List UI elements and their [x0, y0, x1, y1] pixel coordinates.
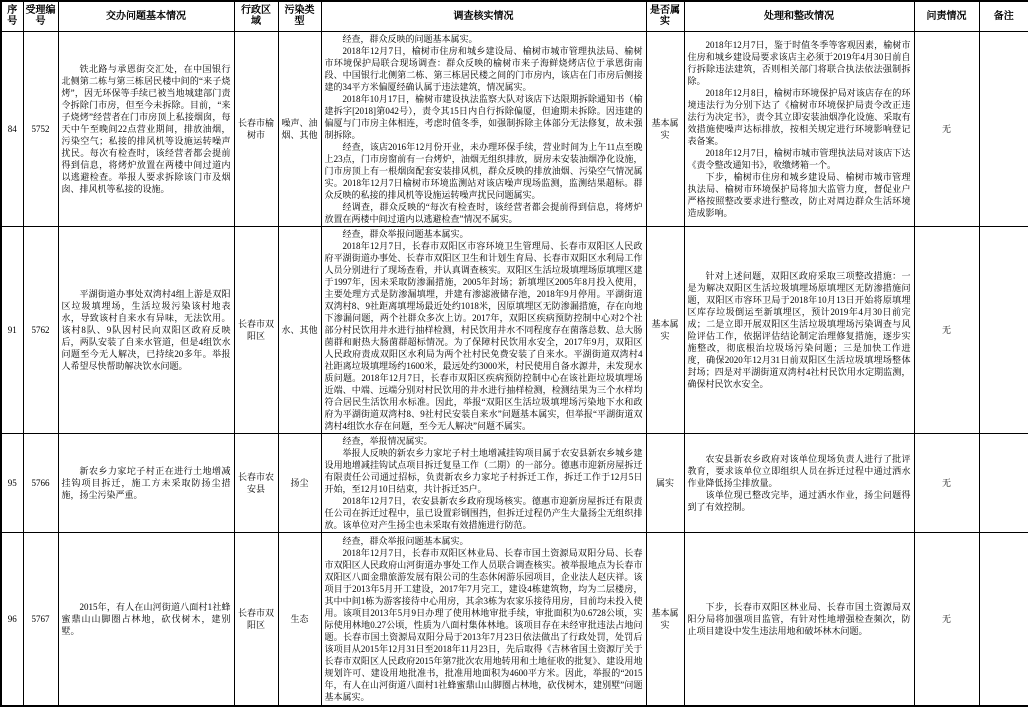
cell-pollution-type: 噪声、油烟、其他	[278, 31, 321, 226]
col-header-remark: 备注	[979, 1, 1028, 31]
cell-investigation: 经查，群众举报问题基本属实。 2018年12月7日，长春市双阳区市容环境卫生管理局、长春市双阳区人民政府平湖街道办事处、长春市双阳区卫生和计划生育局、长春市双阳区水利局工作人员分别进行了现场查看，并认真调查核实。双阳区生活垃圾填埋场原填埋区建于1997年，因未采取防渗漏措施，2005年封场；新填埋区2005年8月投入使用，主要处理方式是防渗漏填埋，并建有渗滤液储存池，2018年9月停用。平湖街道双湾村8、9社距离填埋场最近处约1018米，因原填埋区无防渗漏措施，存在向地下渗漏问题，两个社群众多次上访。2017年，双阳区疾病预防控制中心对2个社部分村民饮用井水进行抽样检测，村民饮用井水不同程度存在菌落总数、总大肠菌群和耐热大肠菌群超标情况。为了保障村民饮用水安全，2017年9月，双阳区人民政府责成双阳区水利局为两个社村民免费安装了自来水。平湖街道双湾村4社距离垃圾填埋场约1600米，最远处约3000米，村民使用自备水源井，未发现水质问题。2018年12月7日，长春市双阳区疾病预防控制中心在该社距垃圾填埋场近端、中端、远端分别对村民饮用的井水进行抽样检测，检测结果为三个水样均符合居民生活饮用水标准。因此，举报“双阳区生活垃圾填埋场污染地下水和政府为平湖街道双湾村8、9社村民安装自来水”问题基本属实，但举报“平湖街道双湾村4组饮水存在问题，至今无人解决”问题不属实。	[321, 226, 646, 433]
cell-verified: 基本属实	[646, 532, 684, 706]
cell-investigation: 经查，举报情况属实。 举报人反映的新农乡力家坨子村土地增减挂钩项目属于农安县新农乡城乡建设用地增减挂钩试点项目拆迁复垦工作（二期）的一部分。德惠市迎新房屋拆迁有限责任公司通过招标，负责新农乡力家坨子村拆迁工作，拆迁工作于12月5日开始，至12月10日结束，共计拆迁35户。 2018年12月7日，农安县新农乡政府现场核实。德惠市迎新房屋拆迁有限责任公司在拆迁过程中，虽已设置彩钢围挡，但拆迁过程仍产生大量扬尘无组织排放。该单位对产生扬尘也未采取有效措施进行防范。	[321, 433, 646, 532]
table-row	[1, 433, 1028, 532]
col-header-case-no: 受理编号	[23, 1, 58, 31]
cell-handling: 下步，长春市双阳区林业局、长春市国土资源局双阳分局将加强项目监管，有针对性地增强检查频次，防止项目建设中发生违法用地和破坏林木问题。	[684, 532, 914, 706]
cell-case-no: 5767	[23, 532, 58, 706]
cell-remark	[979, 31, 1028, 226]
col-header-investigation: 调查核实情况	[321, 1, 646, 31]
cell-problem: 新农乡力家坨子村正在进行土地增减挂钩项目拆迁，施工方未采取防扬尘措施，扬尘污染严重。	[58, 433, 234, 532]
cell-pollution-type: 扬尘	[278, 433, 321, 532]
col-header-pollution-type: 污染类型	[278, 1, 321, 31]
cell-verified: 基本属实	[646, 31, 684, 226]
table-row	[1, 31, 1028, 226]
cell-handling: 农安县新农乡政府对该单位现场负责人进行了批评教育，要求该单位立即组织人员在拆迁过程中通过洒水作业降低扬尘排放量。 该单位现已整改完毕，通过洒水作业，扬尘问题得到了有效控制。	[684, 433, 914, 532]
col-header-accountability: 问责情况	[914, 1, 979, 31]
cell-remark	[979, 433, 1028, 532]
cell-case-no: 5766	[23, 433, 58, 532]
cell-seq: 91	[1, 226, 23, 433]
col-header-verified: 是否属实	[646, 1, 684, 31]
cell-verified: 属实	[646, 433, 684, 532]
cell-problem: 平湖街道办事处双湾村4组上游是双阳区垃圾填埋场，生活垃圾污染该村地表水，导致该村自来水有异味，无法饮用。该村8队、9队因村民向双阳区政府反映后，两队安装了自来水管道，但是4组饮水问题至今无人解决，已持续20多年。举报人希望尽快帮助解决饮水问题。	[58, 226, 234, 433]
cell-case-no: 5762	[23, 226, 58, 433]
cell-accountability: 无	[914, 31, 979, 226]
cell-problem: 2015年，有人在山河街道八面村1社蜂蜜鼎山山脚圈占林地，砍伐树木，建别墅。	[58, 532, 234, 706]
cell-problem: 铁北路与承恩街交汇处，在中国银行北侧第二栋与第三栋居民楼中间的“来子烧烤”，因无环保等手续已被当地城建部门责令拆除门市房，但至今未拆除。目前，“来子烧烤”经营者在门市房顶上私接烟囱，每天中午至晚间22点营业期间，排放油烟，污染空气；私接的排风机等设施运转噪声扰民。每次有检查时，该经营者都会提前得到信息，将烤炉放置在两楼中间过道内以逃避检查。举报人要求拆除该门市及烟囱、排风机等私接的设施。	[58, 31, 234, 226]
cell-pollution-type: 生态	[278, 532, 321, 706]
col-header-seq: 序号	[1, 1, 23, 31]
cell-investigation: 经查，群众举报问题基本属实。 2018年12月7日，长春市双阳区林业局、长春市国土资源局双阳分局、长春市双阳区人民政府山河街道办事处工作人员联合调查核实。被举报地点为长春市双阳区八面金鼎旅游发展有限公司的生态休闲游乐园项目，企业法人赵庆祥。该项目于2013年5月开工建设，2017年7月完工，建设4栋建筑物，均为二层楼房，其中中间1栋为游客接待中心用房，其余3栋为农家乐接待用房，目前均未投入使用。该项目2013年5月9日办理了使用林地审批手续，审批面积为0.6728公顷，实际使用林地0.27公顷，性质为八面村集体林地。该项目存在未经审批违法占地问题。长春市国土资源局双阳分局于2013年7月23日依法做出了行政处罚，处罚后该项目从2015年12月31日至2018年11月23日，先后取得《吉林省国土资源厅关于长春市双阳区人民政府2015年第7批次农用地转用和土地征收的批复》、建设用地规划许可、建设用地批准书，批准用地面积为4600平方米。因此，举报的“2015年，有人在山河街道八面村1社蜂蜜鼎山山脚圈占林地，砍伐树木，建别墅”问题基本属实。	[321, 532, 646, 706]
cell-investigation: 经查，群众反映的问题基本属实。 2018年12月7日，榆树市住房和城乡建设局、榆树市城市管理执法局、榆树市环境保护局联合现场调查：群众反映的榆树市来子海鲜烧烤店位于承恩街南段、中国银行北侧第二栋、第三栋居民楼之间的门市房内，该店在门市房后侧接建的34平方米偏厦经确认属于违法建筑，情况属实。 2018年10月17日，榆树市建设执法监察大队对该店下达限期拆除通知书（榆建拆字[2018]第042号），责令其15日内自行拆除偏厦，但逾期未拆除。因违建的偏厦与门市房主体相连，考虑时值冬季，如强制拆除主体部分无法修复，故未强制拆除。 经查，该店2016年12月份开业，未办理环保手续，营业时间为上午11点至晚上23点，门市房窗前有一台烤炉，油烟无组织排放，厨房未安装油烟净化设施，门市房顶上有一根烟囱配套安装排风机，群众反映的排放油烟、污染空气情况属实。2018年12月7日榆树市环境监测站对该店噪声现场监测，监测结果超标。群众反映的私接的排风机等设施运转噪声扰民问题属实。 经调查，群众反映的“每次有检查时，该经营者都会提前得到信息，将烤炉放置在两楼中间过道内以逃避检查”情况不属实。	[321, 31, 646, 226]
cell-region: 长春市双阳区	[234, 226, 278, 433]
cell-verified: 基本属实	[646, 226, 684, 433]
cell-remark	[979, 226, 1028, 433]
col-header-problem: 交办问题基本情况	[58, 1, 234, 31]
col-header-region: 行政区域	[234, 1, 278, 31]
cell-seq: 95	[1, 433, 23, 532]
table-row	[1, 226, 1028, 433]
cell-region: 长春市双阳区	[234, 532, 278, 706]
cell-accountability: 无	[914, 532, 979, 706]
table-row	[1, 532, 1028, 706]
cell-seq: 96	[1, 532, 23, 706]
cell-remark	[979, 532, 1028, 706]
cell-handling: 2018年12月7日，鉴于时值冬季等客观因素，榆树市住房和城乡建设局要求该店主必须于2019年4月30日前自行拆除违法建筑，否则相关部门将联合执法依法强制拆除。 2018年12月8日，榆树市环境保护局对该店存在的环境违法行为分别下达了《榆树市环境保护局责令改正违法行为决定书》，责令其立即安装油烟净化设施、采取有效措施使噪声达标排放，按相关规定进行环境影响登记表备案。 2018年12月7日，榆树市城市管理执法局对该店下达《责令整改通知书》，收缴烤箱一个。 下步，榆树市住房和城乡建设局、榆树市城市管理执法局、榆树市环境保护局将加大监管力度，督促业户严格按照整改要求进行整改，防止对周边群众生活环境造成影响。	[684, 31, 914, 226]
cell-handling: 针对上述问题，双阳区政府采取三项整改措施：一是为解决双阳区生活垃圾填埋场原填埋区无防渗措施问题，双阳区市容环卫局于2018年10月13日开始将原填埋区库存垃圾倒运至新填埋区，预计2019年4月30日前完成；二是立即开展双阳区生活垃圾填埋场污染调查与风险评估工作，依据评估结论制定治理修复措施，逐步实施整改，彻底根治垃圾场污染问题；三是加快工作进度，确保2020年12月31日前双阳区生活垃圾填埋场整体封场；四是对平湖街道双湾村4社村民饮用水定期监测，确保村民饮水安全。	[684, 226, 914, 433]
cell-region: 长春市农安县	[234, 433, 278, 532]
cell-accountability: 无	[914, 433, 979, 532]
cell-seq: 84	[1, 31, 23, 226]
cell-accountability: 无	[914, 226, 979, 433]
cell-pollution-type: 水、其他	[278, 226, 321, 433]
col-header-handling: 处理和整改情况	[684, 1, 914, 31]
header-row	[1, 1, 1028, 31]
cell-case-no: 5752	[23, 31, 58, 226]
cell-region: 长春市榆树市	[234, 31, 278, 226]
